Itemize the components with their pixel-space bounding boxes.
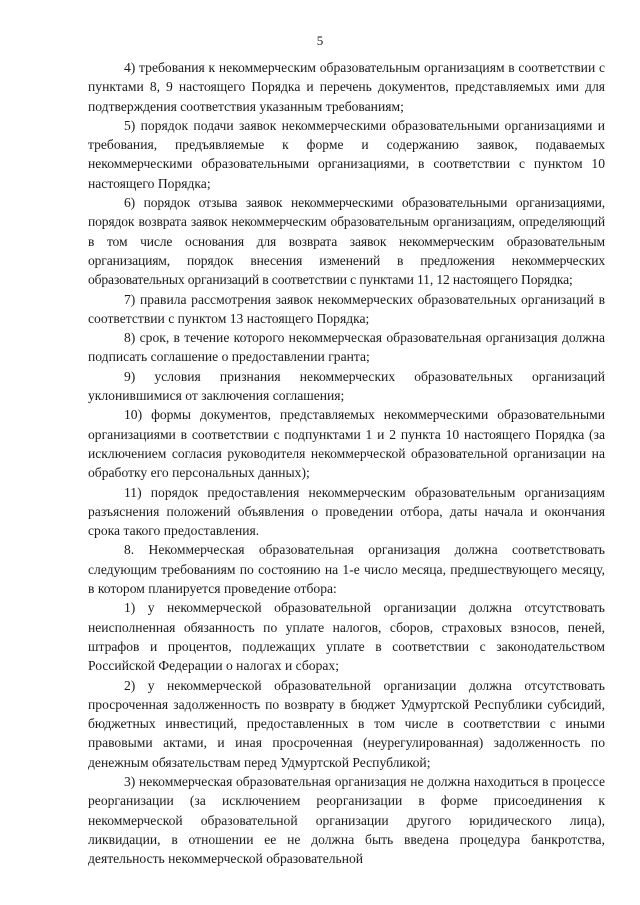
paragraph-item-8: 8) срок, в течение которого некоммерческая образовательная организация должна подписать соглашение о предоставлении гранта; [88, 330, 605, 365]
paragraph-item-10: 10) формы документов, представляемых некоммерческими образовательными организациями в соответствии с подпунктами 1 и 2 пункта 10 настоящего Порядка (за исключением согласия руководителя некоммерческой образовательной организации на обработку его персональных данных); [88, 407, 605, 481]
paragraph-item-7: 7) правила рассмотрения заявок некоммерческих образовательных организаций в соответствии с пунктом 13 настоящего Порядка; [88, 291, 605, 326]
paragraph-item-9: 9) условия признания некоммерческих образовательных организаций уклонившимися от заключения соглашения; [88, 368, 605, 404]
paragraph-requirement-3: 3) некоммерческая образовательная организация не должна находиться в процессе реорганизации (за исключением реорганизации в форме присоединения к некоммерческой образовательной организации другого юридического лица), ликвидации, в отношении ее не должна быть введена процедура банкротства, деятельность некоммерческой образовательной [88, 773, 605, 867]
paragraph-section-8: 8. Некоммерческая образовательная организация должна соответствовать следующим требованиям по состоянию на 1-е число месяца, предшествующего месяцу, в котором планируется проведение отбора: [88, 542, 605, 597]
document-body [88, 58, 605, 868]
paragraph-item-11: 11) порядок предоставления некоммерческим образовательным организациям разъяснения положений объявления о проведении отбора, даты начала и окончания срока такого предоставления. [88, 484, 605, 539]
page-number: 5 [316, 33, 324, 48]
paragraph-item-5: 5) порядок подачи заявок некоммерческими образовательными организациями и требования, предъявляемые к форме и содержанию заявок, подаваемых некоммерческими образовательными организациями, в соответствии с пунктом 10 настоящего Порядка; [88, 117, 605, 191]
paragraph-requirement-1: 1) у некоммерческой образовательной организации должна отсутствовать неисполненная обязанность по уплате налогов, сборов, страховых взносов, пеней, штрафов и процентов, подлежащих уплате в соответствии с законодательством Российской Федерации о налогах и сборах; [88, 600, 605, 674]
paragraph-requirement-2: 2) у некоммерческой образовательной организации должна отсутствовать просроченная задолженность по возврату в бюджет Удмуртской Республики субсидий, бюджетных инвестиций, предоставленных в том числе в соответствии с иными правовыми актами, и иная просроченная (неурегулированная) задолженность по денежным обязательствам перед Удмуртской Республикой; [88, 677, 605, 770]
paragraph-item-4: 4) требования к некоммерческим образовательным организациям в соответствии с пунктами 8, 9 настоящего Порядка и перечень документов, представляемых ими для подтверждения соответствия указанным требованиям; [88, 60, 605, 114]
paragraph-item-6: 6) порядок отзыва заявок некоммерческими образовательными организациями, порядок возврата заявок некоммерческим образовательным организациям, определяющий в том числе основания для возврата заявок некоммерческим образовательным организациям, порядок внесения изменений в предложения некоммерческих образовательных организаций в соответствии с пунктами 11, 12 настоящего Порядка; [88, 195, 605, 288]
